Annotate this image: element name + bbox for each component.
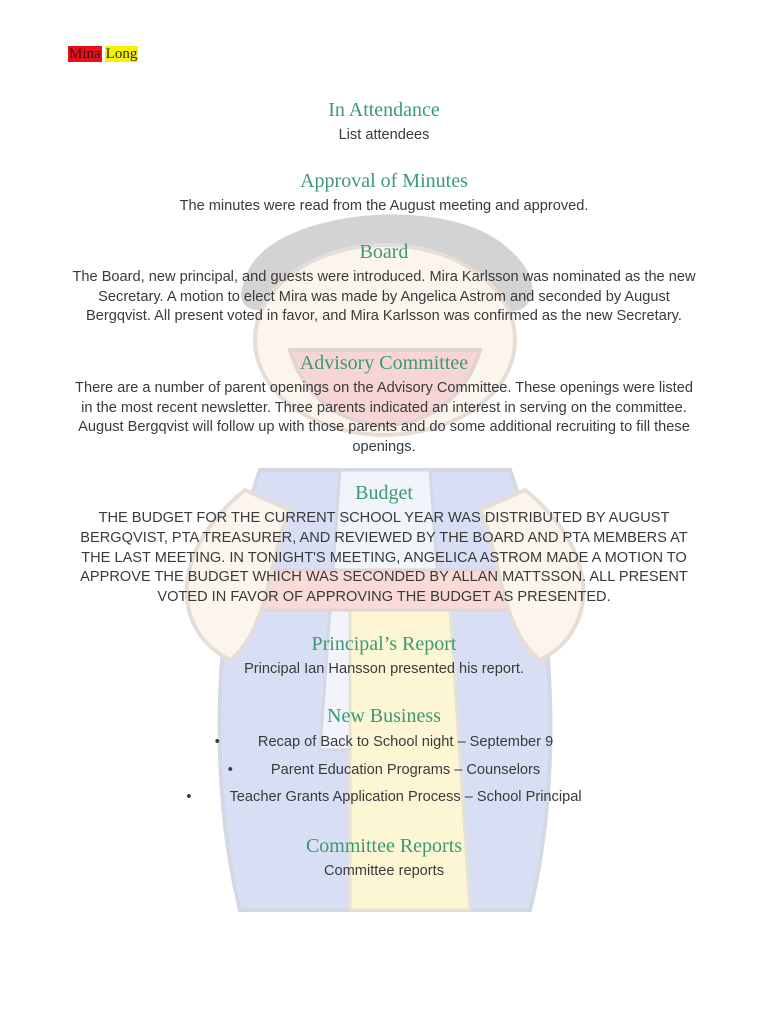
list-item-text: Recap of Back to School night – September 9 — [257, 733, 554, 750]
list-item-text: Teacher Grants Application Process – School Principal — [229, 789, 582, 806]
section-body: There are a number of parent openings on the Advisory Committee. These openings were listed in the most recent newsletter. Three parents indicated an interest in serving on the committee. August Bergqvist will follow up with those parents and do some additional recruiting to fill these openings. — [75, 379, 693, 455]
header-tags — [68, 45, 138, 63]
section-committee-reports — [68, 832, 700, 882]
section-attendance — [68, 96, 700, 146]
section-heading: In Attendance — [328, 99, 440, 121]
section-body: Committee reports — [323, 862, 445, 879]
section-budget — [68, 479, 700, 607]
section-principals-report — [68, 630, 700, 680]
section-new-business — [68, 702, 700, 808]
section-body: The minutes were read from the August meeting and approved. — [179, 197, 589, 214]
highlight-tag-red: Mina — [69, 46, 101, 62]
list-item — [68, 761, 700, 781]
list-item — [68, 733, 700, 753]
section-advisory-committee — [68, 349, 700, 457]
section-heading: New Business — [327, 704, 441, 727]
section-body: Principal Ian Hansson presented his report. — [244, 661, 524, 678]
section-heading: Approval of Minutes — [300, 169, 468, 192]
new-business-list — [68, 733, 700, 808]
section-heading: Advisory Committee — [299, 351, 469, 374]
section-heading: Principal’s Report — [311, 633, 457, 656]
list-item-text: Parent Education Programs – Counselors — [270, 761, 541, 778]
section-heading: Committee Reports — [305, 834, 463, 857]
section-body: THE BUDGET FOR THE CURRENT SCHOOL YEAR WAS DISTRIBUTED BY AUGUST BERGQVIST, PTA TREASURER, AND REVIEWED BY THE BOARD AND PTA MEMBERS AT THE LAST MEETING. IN TONIGHT'S MEETING, ANGELICA ASTROM MADE A MOTION TO APPROVE THE BUDGET WHICH WAS SECONDED BY ALLAN MATTSSON. ALL PRESENT VOTED IN FAVOR OF APPROVING THE BUDGET AS PRESENTED. — [80, 510, 688, 605]
section-approval-of-minutes — [68, 167, 700, 217]
highlight-tag-yellow: Long — [105, 46, 138, 62]
section-heading: Budget — [355, 482, 413, 505]
section-board — [68, 238, 700, 327]
section-heading: Board — [359, 241, 409, 264]
section-body: List attendees — [338, 127, 430, 143]
list-item — [68, 788, 700, 808]
bullet-icon: • — [227, 761, 233, 778]
minutes-content — [68, 96, 700, 881]
bullet-icon: • — [186, 789, 192, 806]
bullet-icon: • — [214, 733, 220, 750]
section-body: The Board, new principal, and guests were introduced. Mira Karlsson was nominated as the new Secretary. A motion to elect Mira was made by Angelica Astrom and seconded by August Bergqvist. All present voted in favor, and Mira Karlsson was confirmed as the new Secretary. — [72, 269, 696, 325]
